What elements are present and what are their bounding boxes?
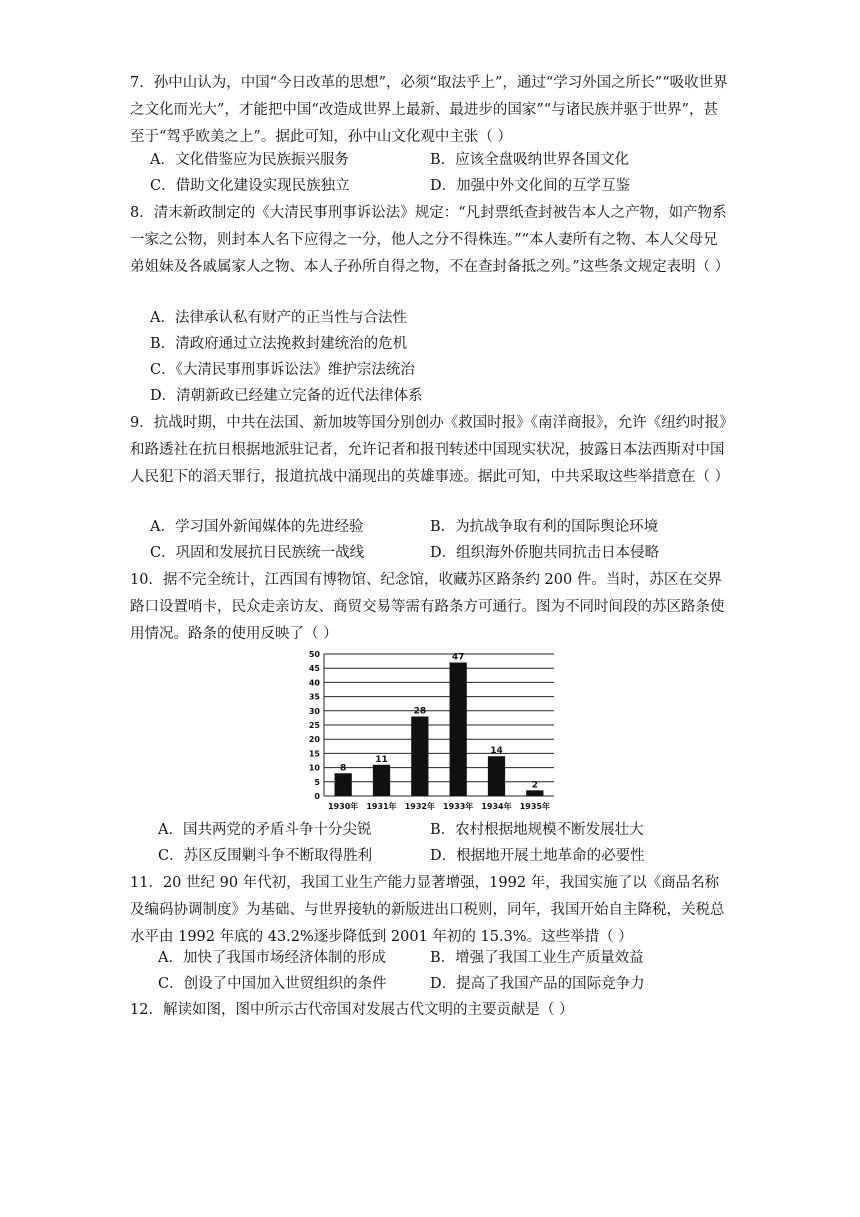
- question-11-stem: 11．20 世纪 90 年代初，我国工业生产能力显著增强，1992 年，我国实施了以《商品名称及编码协调制度》为基础、与世界接轨的新版进出口税则，同年，我国开始自主降税，关税总水平由 1992 年底的 43.2%逐步降低到 2001 年初的 15.3%。这些举措（ ）: [130, 875, 725, 945]
- x-tick-label: 1932年: [404, 802, 435, 811]
- q7-option-a: A．文化借鉴应为民族振兴服务: [150, 152, 349, 168]
- q7-option-c: C．借助文化建设实现民族独立: [150, 178, 350, 194]
- bar: [411, 716, 428, 796]
- q10-option-c: C．苏区反围剿斗争不断取得胜利: [158, 848, 373, 864]
- question-12-stem: 12．解读如图，图中所示古代帝国对发展古代文明的主要贡献是（ ）: [130, 1002, 574, 1018]
- bar-value-label: 28: [413, 706, 427, 717]
- y-tick-label: 20: [308, 735, 320, 745]
- question-8-stem: 8．清末新政制定的《大清民事刑事诉讼法》规定：“凡封票纸查封被告本人之产物，如产物系一家之公物，则封本人名下应得之一分，他人之分不得株连。”“本人妻所有之物、本人父母兄弟姐妹及各戚属家人之物、本人子孙所自得之物，不在查封备抵之列。”这些条文规定表明（ ）: [130, 205, 730, 275]
- q10-option-a: A．国共两党的矛盾斗争十分尖锐: [158, 822, 372, 838]
- q7-option-b: B．应该全盘吸纳世界各国文化: [430, 152, 630, 168]
- q9-option-c: C．巩固和发展抗日民族统一战线: [150, 545, 365, 561]
- x-tick-label: 1934年: [481, 802, 512, 811]
- q8-option-b: B．清政府通过立法挽救封建统治的危机: [150, 336, 408, 352]
- q9-option-b: B．为抗战争取有利的国际舆论环境: [430, 519, 659, 535]
- q11-option-a: A．加快了我国市场经济体制的形成: [158, 950, 386, 966]
- q11-option-c: C．创设了中国加入世贸组织的条件: [158, 976, 387, 992]
- bar: [373, 765, 390, 796]
- bar: [526, 790, 543, 796]
- x-tick-label: 1935年: [519, 802, 550, 811]
- q8-option-d: D．清朝新政已经建立完备的近代法律体系: [150, 388, 423, 404]
- bar-value-label: 8: [340, 763, 347, 774]
- road-permit-bar-chart: [300, 646, 560, 816]
- bar: [335, 773, 352, 796]
- q9-option-d: D．组织海外侨胞共同抗击日本侵略: [430, 545, 660, 561]
- q9-option-a: A．学习国外新闻媒体的先进经验: [150, 519, 364, 535]
- q11-option-b: B．增强了我国工业生产质量效益: [430, 950, 644, 966]
- y-tick-label: 30: [308, 706, 320, 716]
- q8-option-c: C．《大清民事刑事诉讼法》维护宗法统治: [150, 362, 415, 378]
- y-tick-label: 0: [314, 792, 320, 801]
- bar-value-label: 11: [375, 754, 388, 765]
- bar: [488, 756, 505, 796]
- y-tick-label: 10: [308, 763, 320, 773]
- x-tick-label: 1931年: [366, 802, 397, 811]
- q8-option-a: A．法律承认私有财产的正当性与合法性: [150, 310, 407, 326]
- x-tick-label: 1930年: [328, 802, 359, 811]
- y-tick-label: 35: [308, 692, 320, 702]
- x-tick-label: 1933年: [443, 802, 474, 811]
- y-tick-label: 45: [308, 664, 320, 674]
- question-9-stem: 9．抗战时期，中共在法国、新加坡等国分别创办《救国时报》《南洋商报》，允许《纽约时报》和路透社在抗日根据地派驻记者，允许记者和报刊转述中国现实状况，披露日本法西斯对中国人民犯下的滔天罪行，报道抗战中涌现出的英雄事迹。据此可知，中共采取这些举措意在（ ）: [130, 415, 730, 485]
- bar-value-label: 2: [531, 780, 538, 791]
- y-tick-label: 50: [308, 650, 320, 659]
- y-tick-label: 5: [314, 777, 320, 787]
- bar-value-label: 47: [451, 652, 465, 663]
- y-tick-label: 25: [308, 721, 320, 730]
- q10-option-d: D．根据地开展土地革命的必要性: [430, 848, 645, 864]
- q10-option-b: B．农村根据地规模不断发展壮大: [430, 822, 644, 838]
- q7-option-d: D．加强中外文化间的互学互鉴: [430, 178, 631, 194]
- bar: [450, 663, 467, 796]
- y-tick-label: 40: [308, 678, 320, 688]
- y-tick-label: 15: [308, 749, 320, 759]
- bar-value-label: 14: [490, 746, 503, 757]
- question-10-stem: 10．据不完全统计，江西国有博物馆、纪念馆，收藏苏区路条约 200 件。当时，苏区在交界路口设置哨卡，民众走亲访友、商贸交易等需有路条方可通行。图为不同时间段的苏区路条使用情况。路条的使用反映了（ ）: [130, 572, 725, 642]
- q11-option-d: D．提高了我国产品的国际竞争力: [430, 976, 645, 992]
- question-7-stem: 7．孙中山认为，中国“今日改革的思想”，必须“取法乎上”，通过“学习外国之所长”“吸收世界之文化而光大”，才能把中国“改造成世界上最新、最进步的国家”“与诸民族并驱于世界”，甚至于“驾乎欧美之上”。据此可知，孙中山文化观中主张（ ）: [130, 75, 728, 145]
